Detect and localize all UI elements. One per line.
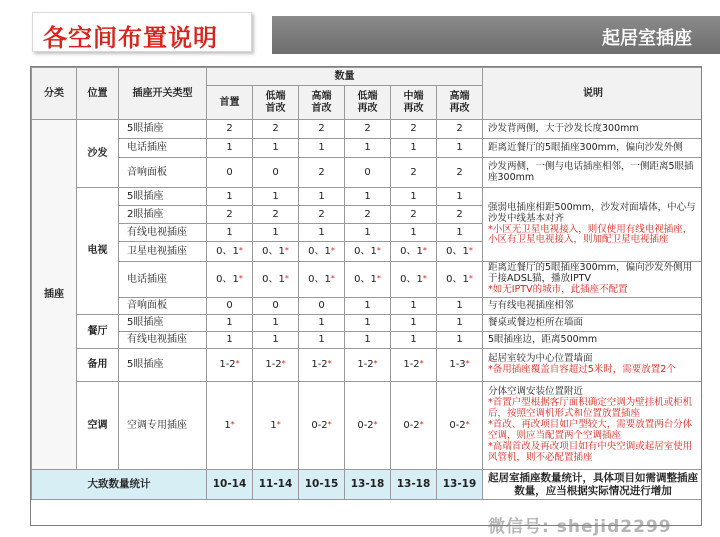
- remark-line: 分体空调安装位置附近: [488, 386, 584, 398]
- quantity-value: 2: [456, 208, 463, 220]
- quantity-value: 0: [226, 166, 233, 178]
- table-row: [32, 349, 703, 382]
- asterisk-mark: *: [373, 419, 378, 429]
- socket-type-cell: 2眼插座: [119, 206, 207, 224]
- quantity-cell: [299, 298, 345, 315]
- quantity-value: 1: [456, 142, 463, 154]
- total-value: 13-19: [437, 470, 483, 500]
- quantity-cell: [437, 206, 483, 224]
- asterisk-mark: *: [327, 419, 332, 429]
- quantity-value: 1-2: [311, 359, 328, 371]
- quantity-cell: [253, 382, 299, 470]
- quantity-value: 1-2: [265, 359, 282, 371]
- quantity-cell: [345, 349, 391, 382]
- asterisk-mark: *: [330, 245, 335, 255]
- quantity-value: 1: [410, 334, 417, 346]
- quantity-cell: [299, 262, 345, 298]
- header-tier-line1: 低端: [357, 91, 378, 102]
- quantity-value: 2: [364, 208, 371, 220]
- header-category: 分类: [32, 68, 77, 120]
- header-remark: 说明: [483, 68, 703, 120]
- quantity-value: 1: [456, 300, 463, 312]
- quantity-cell: [253, 332, 299, 349]
- remark-line: 与有线电视插座相邻: [488, 299, 574, 311]
- quantity-value: 0: [318, 300, 325, 312]
- asterisk-mark: *: [465, 359, 470, 369]
- asterisk-mark: *: [284, 273, 289, 283]
- header-tier-line2: 首改: [265, 102, 286, 114]
- quantity-cell: [207, 188, 253, 206]
- quantity-value: 1: [270, 419, 277, 431]
- remark-cell: [483, 315, 703, 332]
- quantity-cell: [207, 332, 253, 349]
- quantity-cell: [253, 139, 299, 158]
- quantity-cell: [345, 158, 391, 188]
- total-value: 10-15: [299, 470, 345, 500]
- asterisk-mark: *: [419, 359, 424, 369]
- remark-line: 距离近餐厅的5眼插座300mm，偏向沙发外侧: [488, 141, 683, 153]
- header-tier-line2: 再改: [357, 102, 378, 114]
- remark-line: *备用插座覆盖自容超过5米时，需要放置2个: [488, 364, 676, 375]
- quantity-cell: [299, 332, 345, 349]
- quantity-value: 0、1: [262, 273, 285, 285]
- quantity-value: 0、1: [446, 273, 469, 285]
- asterisk-mark: *: [468, 245, 473, 255]
- quantity-cell: [253, 206, 299, 224]
- remark-line: 餐桌或餐边柜所在墙面: [488, 316, 584, 328]
- quantity-cell: [345, 139, 391, 158]
- quantity-cell: [299, 120, 345, 139]
- quantity-value: 1: [226, 334, 233, 346]
- quantity-cell: [207, 158, 253, 188]
- quantity-value: 2: [226, 123, 233, 135]
- quantity-value: 0、1: [354, 245, 377, 257]
- quantity-cell: [299, 158, 345, 188]
- remark-cell: [483, 349, 703, 382]
- quantity-value: 0、1: [216, 245, 239, 257]
- position-cell: 电视: [77, 188, 119, 315]
- quantity-value: 0: [364, 166, 371, 178]
- quantity-cell: [299, 349, 345, 382]
- header-quantity: 数量: [207, 68, 483, 86]
- position-cell: 沙发: [77, 120, 119, 188]
- header-tier-line2: 再改: [449, 102, 470, 114]
- quantity-value: 1: [364, 226, 371, 238]
- quantity-cell: [391, 188, 437, 206]
- quantity-value: 0、1: [216, 273, 239, 285]
- quantity-value: 2: [318, 123, 325, 135]
- quantity-cell: [437, 298, 483, 315]
- quantity-cell: [207, 349, 253, 382]
- header-tier-1: [253, 86, 299, 120]
- quantity-value: 1: [272, 142, 279, 154]
- remark-cell: [483, 262, 703, 298]
- slide-header: [0, 0, 720, 66]
- socket-type-cell: 有线电视插座: [119, 332, 207, 349]
- quantity-value: 0-2: [357, 419, 374, 431]
- quantity-cell: [253, 349, 299, 382]
- quantity-value: 0-2: [403, 419, 420, 431]
- quantity-value: 1: [364, 334, 371, 346]
- watermark: 微信号: shejid2299: [488, 517, 672, 537]
- socket-type-cell: 5眼插座: [119, 120, 207, 139]
- remark-line: 沙发两侧，一侧与电话插座相邻，一侧距离5眼插座300mm: [488, 160, 694, 183]
- socket-type-cell: 5眼插座: [119, 188, 207, 206]
- socket-layout-table: [31, 67, 702, 500]
- socket-type-cell: 电话插座: [119, 262, 207, 298]
- quantity-cell: [207, 120, 253, 139]
- header-tier-line1: 高端: [311, 91, 332, 102]
- quantity-value: 0-2: [449, 419, 466, 431]
- quantity-value: 0、1: [308, 273, 331, 285]
- quantity-cell: [207, 315, 253, 332]
- socket-type-cell: 音响面板: [119, 298, 207, 315]
- asterisk-mark: *: [468, 273, 473, 283]
- header-tier-5: [437, 86, 483, 120]
- table-row: [32, 188, 703, 206]
- remark-line: *小区无卫星电视接入，则仅使用有线电视插座，小区有卫星电视接入，则加配卫星电视插座: [488, 223, 693, 246]
- quantity-value: 1: [364, 190, 371, 202]
- header-type: 插座开关类型: [119, 68, 207, 120]
- table-row: [32, 382, 703, 470]
- quantity-cell: [253, 224, 299, 242]
- asterisk-mark: *: [284, 245, 289, 255]
- socket-type-cell: 电话插座: [119, 139, 207, 158]
- asterisk-mark: *: [235, 359, 240, 369]
- table-row: [32, 139, 703, 158]
- quantity-cell: [437, 262, 483, 298]
- socket-type-cell: 音响面板: [119, 158, 207, 188]
- header-tier-line2: 再改: [403, 102, 424, 114]
- quantity-value: 1: [364, 317, 371, 329]
- quantity-cell: [391, 158, 437, 188]
- remark-line: 强弱电插座相距500mm，沙发对面墙体，中心与沙发中线基本对齐: [488, 201, 696, 224]
- remark-cell: [483, 298, 703, 315]
- quantity-value: 2: [410, 208, 417, 220]
- quantity-cell: [437, 242, 483, 262]
- quantity-cell: [391, 382, 437, 470]
- quantity-value: 1: [224, 419, 231, 431]
- section-title: 起居室插座: [602, 28, 692, 49]
- position-cell: 备用: [77, 349, 119, 382]
- quantity-cell: [437, 224, 483, 242]
- quantity-cell: [207, 262, 253, 298]
- quantity-cell: [391, 315, 437, 332]
- remark-line: 5眼插座边，距离500mm: [488, 333, 598, 345]
- quantity-value: 1: [364, 300, 371, 312]
- quantity-value: 1: [456, 190, 463, 202]
- quantity-cell: [437, 158, 483, 188]
- quantity-value: 1: [410, 300, 417, 312]
- quantity-cell: [391, 298, 437, 315]
- quantity-value: 1: [410, 226, 417, 238]
- quantity-cell: [345, 262, 391, 298]
- asterisk-mark: *: [422, 273, 427, 283]
- quantity-cell: [391, 139, 437, 158]
- quantity-value: 2: [364, 123, 371, 135]
- quantity-value: 1: [272, 317, 279, 329]
- quantity-cell: [437, 139, 483, 158]
- asterisk-mark: *: [230, 419, 235, 429]
- quantity-value: 1: [318, 226, 325, 238]
- quantity-value: 2: [318, 166, 325, 178]
- asterisk-mark: *: [422, 245, 427, 255]
- remark-line: 沙发背两侧，大于沙发长度300mm: [488, 122, 639, 134]
- table-row: [32, 120, 703, 139]
- total-value: 13-18: [391, 470, 437, 500]
- quantity-value: 1: [318, 334, 325, 346]
- quantity-cell: [299, 224, 345, 242]
- remark-line: 起居室较为中心位置墙面: [488, 353, 593, 365]
- header-tier-line1: 中端: [403, 91, 424, 102]
- quantity-cell: [437, 120, 483, 139]
- quantity-cell: [299, 188, 345, 206]
- table-body: [32, 120, 703, 500]
- header-tier-0: [207, 86, 253, 120]
- quantity-cell: [345, 188, 391, 206]
- table-row: [32, 332, 703, 349]
- title-box: [32, 12, 252, 52]
- quantity-value: 1-2: [403, 359, 420, 371]
- header-tier-line1: 低端: [265, 91, 286, 102]
- quantity-cell: [207, 224, 253, 242]
- quantity-value: 1: [226, 190, 233, 202]
- quantity-cell: [299, 382, 345, 470]
- quantity-cell: [437, 315, 483, 332]
- asterisk-mark: *: [376, 245, 381, 255]
- quantity-cell: [299, 315, 345, 332]
- quantity-value: 2: [272, 123, 279, 135]
- socket-type-cell: 5眼插座: [119, 349, 207, 382]
- quantity-value: 1: [272, 190, 279, 202]
- quantity-value: 0、1: [446, 245, 469, 257]
- table-row: [32, 158, 703, 188]
- quantity-value: 2: [318, 208, 325, 220]
- table-row: [32, 298, 703, 315]
- quantity-value: 0: [272, 166, 279, 178]
- remark-cell: [483, 382, 703, 470]
- table-row: [32, 262, 703, 298]
- quantity-value: 1: [272, 226, 279, 238]
- quantity-value: 1-2: [357, 359, 374, 371]
- quantity-cell: [437, 382, 483, 470]
- remark-line: *首置户型根据客厅面积确定空调为壁挂机或柜机后，按照空调机形式和位置放置插座: [488, 397, 693, 420]
- quantity-value: 0、1: [400, 245, 423, 257]
- total-value: 10-14: [207, 470, 253, 500]
- quantity-cell: [207, 382, 253, 470]
- asterisk-mark: *: [238, 273, 243, 283]
- quantity-cell: [345, 120, 391, 139]
- quantity-value: 0-2: [311, 419, 328, 431]
- remark-cell: [483, 120, 703, 139]
- quantity-cell: [391, 120, 437, 139]
- quantity-cell: [253, 315, 299, 332]
- quantity-value: 2: [456, 166, 463, 178]
- remark-line: *如无IPTV的城市，此插座不配置: [488, 283, 628, 295]
- remark-cell: [483, 332, 703, 349]
- quantity-value: 2: [272, 208, 279, 220]
- quantity-cell: [345, 206, 391, 224]
- quantity-value: 0: [272, 300, 279, 312]
- quantity-cell: [437, 349, 483, 382]
- quantity-cell: [253, 188, 299, 206]
- quantity-cell: [207, 298, 253, 315]
- total-remark: 起居室插座数量统计，具体项目如需调整插座数量，应当根据实际情况进行增加: [483, 470, 703, 500]
- quantity-value: 1: [456, 226, 463, 238]
- asterisk-mark: *: [327, 359, 332, 369]
- section-bar: [272, 16, 720, 54]
- quantity-value: 2: [410, 166, 417, 178]
- asterisk-mark: *: [376, 273, 381, 283]
- quantity-value: 1: [226, 317, 233, 329]
- remark-line: *首改、再改项目如户型较大，需要放置两台分体空调，则应当配置两个空调插座: [488, 419, 693, 441]
- quantity-cell: [345, 382, 391, 470]
- category-cell: 插座: [32, 120, 77, 470]
- remark-cell: [483, 188, 703, 262]
- table-row: [32, 315, 703, 332]
- quantity-cell: [299, 206, 345, 224]
- quantity-value: 0: [226, 300, 233, 312]
- quantity-cell: [253, 242, 299, 262]
- quantity-cell: [391, 332, 437, 349]
- total-label: 大致数量统计: [32, 470, 207, 500]
- quantity-cell: [391, 242, 437, 262]
- header-tier-line1: 首置: [219, 96, 240, 108]
- quantity-cell: [207, 242, 253, 262]
- quantity-cell: [391, 224, 437, 242]
- quantity-cell: [299, 139, 345, 158]
- asterisk-mark: *: [373, 359, 378, 369]
- quantity-value: 1: [272, 334, 279, 346]
- total-row: [32, 470, 703, 500]
- quantity-value: 1: [226, 142, 233, 154]
- quantity-value: 2: [410, 123, 417, 135]
- position-cell: 餐厅: [77, 315, 119, 349]
- quantity-cell: [437, 188, 483, 206]
- quantity-cell: [253, 262, 299, 298]
- header-tier-line2: 首改: [311, 102, 332, 114]
- socket-type-cell: 空调专用插座: [119, 382, 207, 470]
- quantity-cell: [391, 262, 437, 298]
- total-value: 13-18: [345, 470, 391, 500]
- asterisk-mark: *: [276, 419, 281, 429]
- header-tier-line1: 高端: [449, 91, 470, 102]
- quantity-cell: [391, 206, 437, 224]
- quantity-value: 0、1: [354, 273, 377, 285]
- quantity-value: 1: [410, 190, 417, 202]
- quantity-value: 1: [318, 190, 325, 202]
- socket-type-cell: 有线电视插座: [119, 224, 207, 242]
- quantity-value: 1-3: [449, 359, 466, 371]
- page-title: 各空间布置说明: [43, 24, 218, 52]
- quantity-value: 2: [226, 208, 233, 220]
- socket-type-cell: 5眼插座: [119, 315, 207, 332]
- quantity-value: 1-2: [219, 359, 236, 371]
- quantity-value: 0、1: [400, 273, 423, 285]
- quantity-value: 1: [318, 142, 325, 154]
- quantity-cell: [345, 298, 391, 315]
- quantity-value: 1: [456, 334, 463, 346]
- quantity-cell: [299, 242, 345, 262]
- quantity-value: 0、1: [308, 245, 331, 257]
- header-tier-4: [391, 86, 437, 120]
- remark-cell: [483, 158, 703, 188]
- quantity-value: 1: [410, 142, 417, 154]
- quantity-cell: [345, 224, 391, 242]
- quantity-value: 1: [318, 317, 325, 329]
- quantity-value: 1: [456, 317, 463, 329]
- header-tier-3: [345, 86, 391, 120]
- asterisk-mark: *: [281, 359, 286, 369]
- quantity-value: 1: [410, 317, 417, 329]
- header-tier-2: [299, 86, 345, 120]
- asterisk-mark: *: [238, 245, 243, 255]
- total-value: 11-14: [253, 470, 299, 500]
- quantity-cell: [207, 139, 253, 158]
- asterisk-mark: *: [330, 273, 335, 283]
- asterisk-mark: *: [419, 419, 424, 429]
- quantity-value: 1: [364, 142, 371, 154]
- quantity-value: 1: [226, 226, 233, 238]
- layout-table-container: [30, 66, 702, 526]
- asterisk-mark: *: [465, 419, 470, 429]
- quantity-cell: [253, 158, 299, 188]
- quantity-cell: [253, 298, 299, 315]
- quantity-cell: [207, 206, 253, 224]
- quantity-value: 2: [456, 123, 463, 135]
- quantity-cell: [437, 332, 483, 349]
- position-cell: 空调: [77, 382, 119, 470]
- remark-line: *高端首改及再改项目如有中央空调或起居室使用风管机，则不必配置插座: [488, 440, 693, 463]
- quantity-cell: [345, 332, 391, 349]
- remark-cell: [483, 139, 703, 158]
- quantity-value: 0、1: [262, 245, 285, 257]
- quantity-cell: [345, 315, 391, 332]
- quantity-cell: [253, 120, 299, 139]
- quantity-cell: [345, 242, 391, 262]
- quantity-cell: [391, 349, 437, 382]
- header-position: 位置: [77, 68, 119, 120]
- socket-type-cell: 卫星电视插座: [119, 242, 207, 262]
- remark-line: 距离近餐厅的5眼插座300mm，偏向沙发外侧用于接ADSL猫，播放IPTV: [488, 262, 693, 285]
